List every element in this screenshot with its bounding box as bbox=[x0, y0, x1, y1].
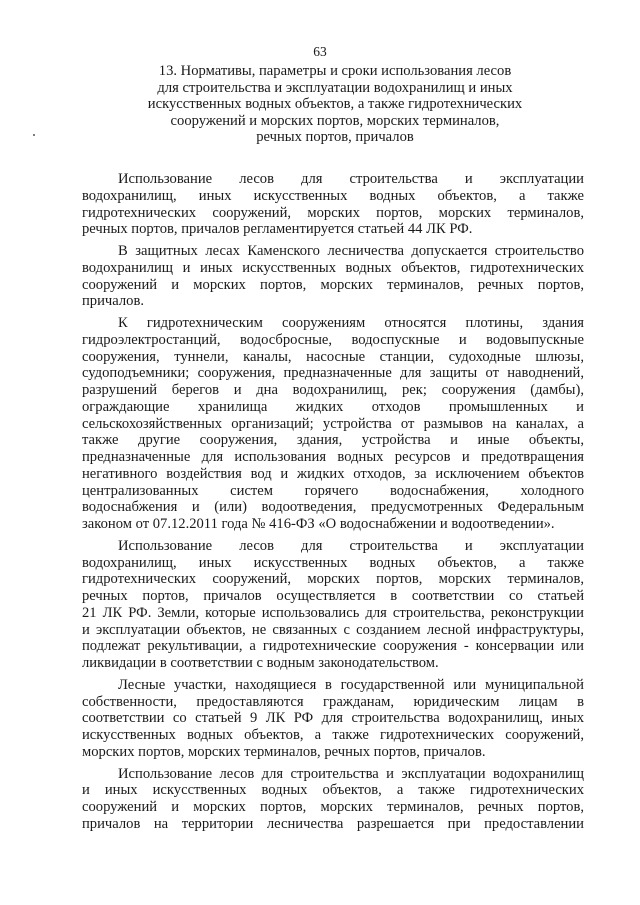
paragraph-line: судоподъемники; сооружения, предназначенные для защиты от наводнений, bbox=[82, 365, 584, 382]
paragraph-line: разрушений берегов и дна водохранилищ, рек; сооружения (дамбы), bbox=[82, 382, 584, 398]
paragraph bbox=[82, 677, 584, 761]
paragraph-line: предназначенные для использования водных ресурсов и предотвращения bbox=[82, 449, 584, 465]
paragraph-line: собственности, предоставляются гражданам, юридическим лицам в bbox=[82, 693, 584, 710]
paragraph bbox=[82, 538, 584, 672]
paragraph-line: гидротехнических сооружений, морских портов, морских терминалов, bbox=[82, 571, 584, 588]
paragraph bbox=[82, 315, 584, 533]
paragraph-line: Лесные участки, находящиеся в государственной или муниципальной bbox=[118, 676, 584, 693]
paragraph-line: также другие сооружения, здания, устройства и иные объекты, bbox=[82, 432, 584, 449]
paragraph-line: и иных искусственных водных объектов, а также гидротехнических bbox=[82, 782, 584, 799]
paragraph-line: речных портов, причалов регламентируется статьей 44 ЛК РФ. bbox=[82, 221, 473, 238]
paragraph-line: Использование лесов для строительства и эксплуатации bbox=[118, 537, 584, 554]
paragraph-line: негативного воздействия вод и жидких отходов, за исключением объектов bbox=[82, 465, 584, 482]
paragraph-line: 21 ЛК РФ. Земли, которые использовались для строительства, реконструкции bbox=[82, 604, 584, 621]
paragraph-line: ограждающие хранилища жидких отходов промышленных и bbox=[82, 398, 584, 415]
heading-line: искусственных водных объектов, а также гидротехнических bbox=[147, 96, 523, 113]
heading-line: 13. Нормативы, параметры и сроки использования лесов bbox=[158, 63, 512, 79]
paragraph-line: причалов на территории лесничества разрешается при предоставлении bbox=[82, 815, 584, 832]
paragraph-line: Использование лесов для строительства и эксплуатации водохранилищ bbox=[118, 765, 584, 782]
paragraph bbox=[82, 766, 584, 833]
paragraph-line: сельскохозяйственных организаций; устройства от размывов на каналах, а bbox=[82, 415, 584, 432]
paragraph-line: сооружения, туннели, каналы, насосные станции, судоходные шлюзы, bbox=[82, 348, 584, 365]
paragraph-line: законом от 07.12.2011 года № 416-ФЗ «О водоснабжении и водоотведении». bbox=[82, 516, 555, 532]
paragraph bbox=[82, 243, 584, 310]
page-number: 63 bbox=[313, 44, 327, 59]
paragraph-line: гидроэлектростанций, водосбросные, водоспускные и водовыпускные bbox=[82, 331, 584, 348]
paragraph-line: В защитных лесах Каменского лесничества допускается строительство bbox=[118, 243, 584, 259]
paragraph-line: К гидротехническим сооружениям относятся плотины, здания bbox=[118, 315, 584, 331]
paragraph-line: подлежат рекультивации, а гидротехнические сооружения - консервации или bbox=[82, 638, 584, 655]
heading-line: речных портов, причалов bbox=[256, 129, 414, 146]
heading-line: сооружений и морских портов, морских терминалов, bbox=[170, 112, 500, 129]
paragraph-line: сооружений и морских портов, морских терминалов, речных портов, bbox=[82, 799, 584, 815]
paragraph-line: водохранилищ и иных искусственных водных объектов, гидротехнических bbox=[82, 259, 584, 276]
paragraph-line: водохранилищ, иных искусственных водных объектов, а также bbox=[82, 187, 584, 204]
paragraph-line: Использование лесов для строительства и эксплуатации bbox=[118, 171, 584, 187]
paragraph-line: водохранилищ, иных искусственных водных объектов, а также bbox=[82, 554, 584, 571]
paragraph bbox=[82, 171, 584, 238]
margin-mark bbox=[33, 134, 35, 136]
paragraph-line: ликвидации в соответствии с водным законодательством. bbox=[82, 655, 439, 671]
paragraph-line: морских портов, морских терминалов, речных портов, причалов. bbox=[82, 743, 486, 760]
paragraph-line: централизованных систем горячего водоснабжения, холодного bbox=[82, 482, 584, 499]
paragraph-line: соответствии со статьей 9 ЛК РФ для строительства водохранилищ, иных bbox=[82, 710, 584, 727]
paragraph-line: сооружений и морских портов, морских терминалов, речных портов, bbox=[82, 276, 584, 293]
paragraph-line: искусственных водных объектов, а также гидротехнических сооружений, bbox=[82, 727, 584, 743]
body-text bbox=[82, 171, 584, 838]
heading-line: для строительства и эксплуатации водохранилищ и иных bbox=[157, 79, 513, 96]
paragraph-line: причалов. bbox=[82, 293, 144, 310]
paragraph-line: речных портов, причалов осуществляется в соответствии со статьей bbox=[82, 588, 584, 604]
paragraph-line: гидротехнических сооружений, морских портов, морских терминалов, bbox=[82, 204, 584, 221]
paragraph-line: и эксплуатации объектов, не связанных с созданием лесной инфраструктуры, bbox=[82, 621, 584, 638]
paragraph-line: водоснабжения и (или) водоотведения, предусмотренных Федеральным bbox=[82, 499, 584, 516]
section-heading bbox=[100, 63, 570, 146]
